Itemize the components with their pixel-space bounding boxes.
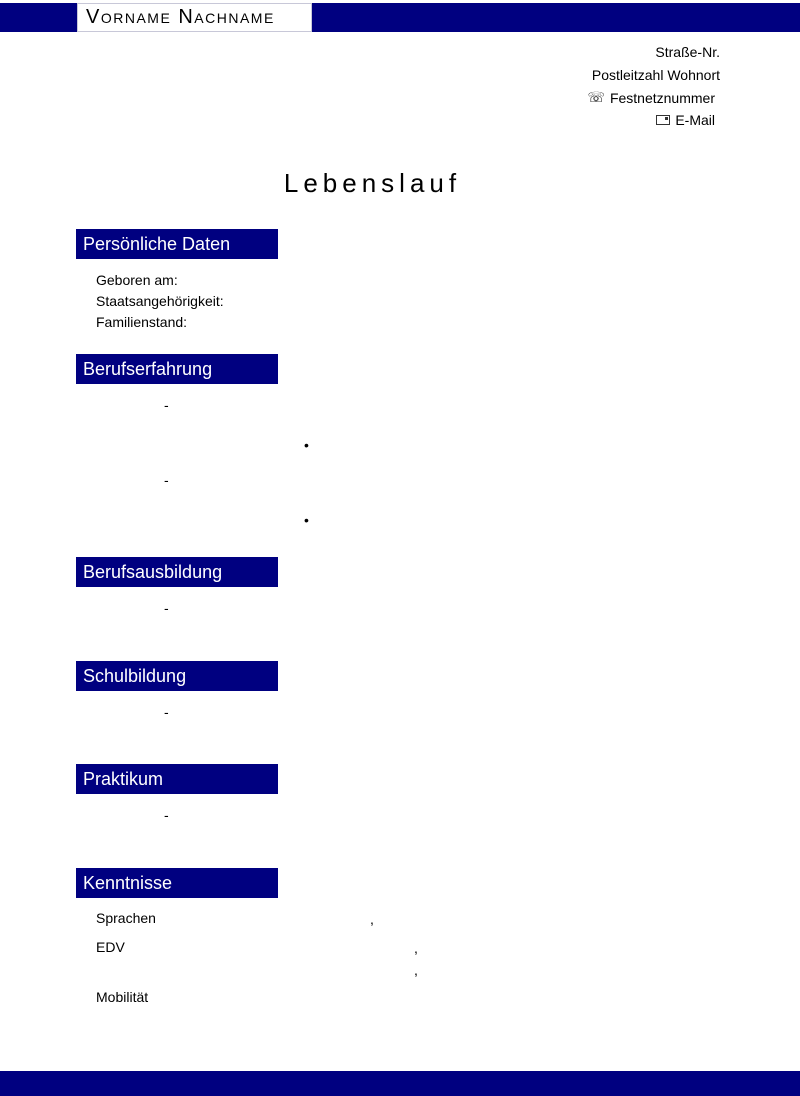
separator-comma: , xyxy=(414,940,418,956)
date-range-dash: - xyxy=(164,600,169,616)
date-range-dash: - xyxy=(164,397,169,413)
envelope-icon xyxy=(656,115,670,125)
label-it-skills: EDV xyxy=(96,939,125,955)
bullet-point: • xyxy=(304,437,309,453)
bullet-point: • xyxy=(304,512,309,528)
section-heading-school: Schulbildung xyxy=(76,661,278,691)
applicant-name: Vorname Nachname xyxy=(86,6,275,28)
label-languages: Sprachen xyxy=(96,910,156,926)
bottom-bar xyxy=(0,1071,800,1096)
address-street: Straße-Nr. xyxy=(655,44,720,60)
date-range-dash: - xyxy=(164,472,169,488)
phone-icon: ☏ xyxy=(587,89,605,105)
section-heading-experience: Berufserfahrung xyxy=(76,354,278,384)
address-city: Postleitzahl Wohnort xyxy=(591,67,720,83)
date-range-dash: - xyxy=(164,807,169,823)
phone-line xyxy=(587,89,715,106)
section-heading-personal: Persönliche Daten xyxy=(76,229,278,259)
section-heading-skills: Kenntnisse xyxy=(76,868,278,898)
email-address: E-Mail xyxy=(675,112,715,128)
label-birth-date: Geboren am: xyxy=(96,272,178,288)
section-heading-internship: Praktikum xyxy=(76,764,278,794)
separator-comma: , xyxy=(414,962,418,978)
separator-comma: , xyxy=(370,911,374,927)
email-line xyxy=(656,112,715,128)
label-mobility: Mobilität xyxy=(96,989,149,1005)
page-title: Lebenslauf xyxy=(283,168,462,198)
section-heading-training: Berufsausbildung xyxy=(76,557,278,587)
label-nationality: Staatsangehörigkeit: xyxy=(96,293,224,309)
name-box xyxy=(77,3,312,32)
date-range-dash: - xyxy=(164,704,169,720)
phone-number: Festnetznummer xyxy=(609,89,715,106)
label-marital-status: Familienstand: xyxy=(96,314,188,330)
